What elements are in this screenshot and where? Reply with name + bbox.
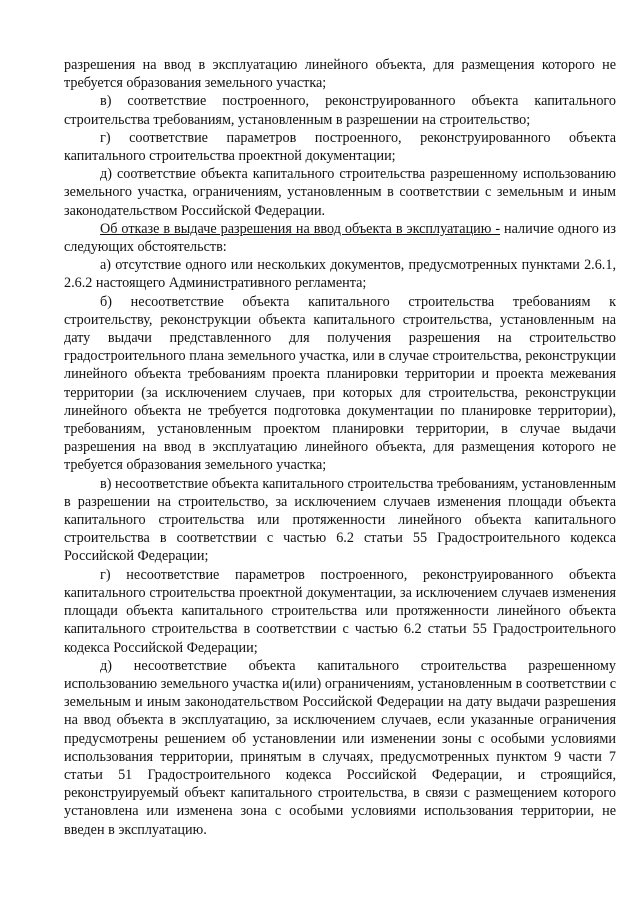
- paragraph-refusal-b: б) несоответствие объекта капитального строительства требованиям к строительству, реконструкции объекта капитального строительства, установленным на дату выдачи представленного для получения разрешения на строительство градостроительного плана земельного участка, или в случае строительства, реконструкции линейного объекта требованиям проекта планировки территории и проекта межевания территории (за исключением случаев, при которых для строительства, реконструкции линейного объекта не требуется подготовка документации по планировке территории), требованиям, установленным проектом планировки территории, в случае выдачи разрешения на ввод в эксплуатацию линейного объекта, для размещения которого не требуется образования земельного участка;: [64, 293, 616, 474]
- paragraph-refusal-d: д) несоответствие объекта капитального строительства разрешенному использованию земельного участка и(или) ограничениям, установленным в соответствии с земельным и иным законодательством Российской Федерации на дату выдачи разрешения на ввод объекта в эксплуатацию, за исключением случаев, если указанные ограничения предусмотрены решением об установлении или изменении зоны с особыми условиями использования территории, принятым в случаях, предусмотренных пунктом 9 части 7 статьи 51 Градостроительного кодекса Российской Федерации, и строящийся, реконструируемый объект капитального строительства, в связи с размещением которого установлена или изменена зона с особыми условиями использования территории, не введен в эксплуатацию.: [64, 657, 616, 838]
- refusal-heading-rest: наличие одного из следующих обстоятельств:: [64, 220, 617, 256]
- paragraph-item-g: г) соответствие параметров построенного, реконструированного объекта капитального строительства проектной документации;: [64, 129, 616, 165]
- paragraph-item-d: д) соответствие объекта капитального строительства разрешенному использованию земельного участка, ограничениям, установленным в соответствии с земельным и иным законодательством Российской Федерации.: [64, 166, 616, 219]
- paragraph-continuation: разрешения на ввод в эксплуатацию линейного объекта, для размещения которого не требуется образования земельного участка;: [64, 57, 616, 92]
- paragraph-refusal-g: г) несоответствие параметров построенного, реконструированного объекта капитального строительства проектной документации, за исключением случаев изменения площади объекта капитального строительства или протяженности линейного объекта капитального строительства в соответствии с частью 6.2 статьи 55 Градостроительного кодекса Российской Федерации;: [64, 566, 616, 656]
- paragraph-refusal-v: в) несоответствие объекта капитального строительства требованиям, установленным в разрешении на строительство, за исключением случаев изменения площади объекта капитального строительства или протяженности линейного объекта капитального строительства в соответствии с частью 6.2 статьи 55 Градостроительного кодекса Российской Федерации;: [64, 475, 616, 565]
- document-page: [64, 56, 616, 839]
- refusal-heading: Об отказе в выдаче разрешения на ввод объекта в эксплуатацию -: [100, 220, 501, 237]
- paragraph-refusal-grounds: [64, 220, 616, 256]
- paragraph-item-v: в) соответствие построенного, реконструированного объекта капитального строительства требованиям, установленным в разрешении на строительство;: [64, 93, 616, 128]
- paragraph-refusal-a: а) отсутствие одного или нескольких документов, предусмотренных пунктами 2.6.1, 2.6.2 настоящего Административного регламента;: [64, 257, 616, 292]
